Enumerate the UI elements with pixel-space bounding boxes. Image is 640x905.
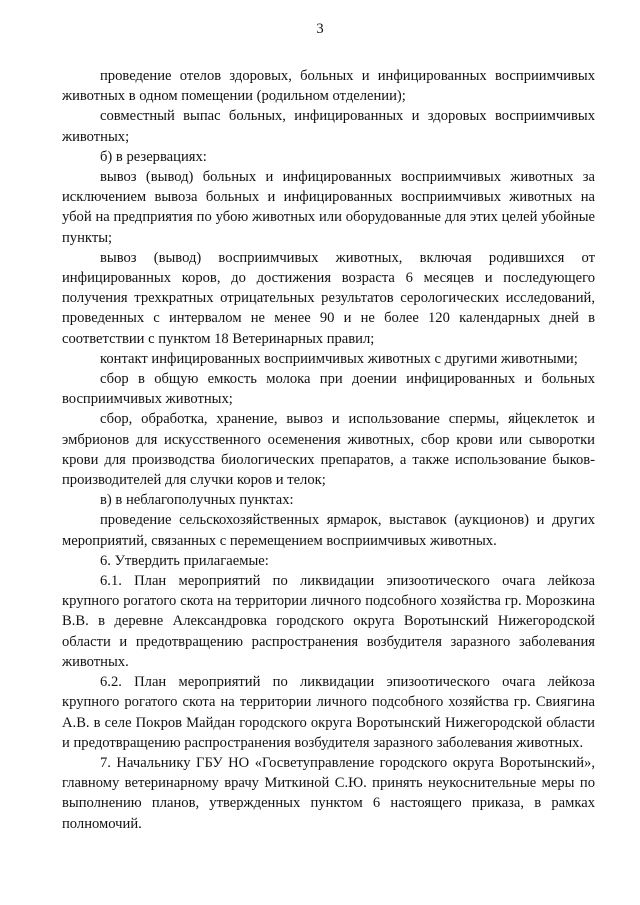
paragraph-plan-6-2: 6.2. План мероприятий по ликвидации эпизоотического очага лейкоза крупного рогатого скота на территории личного подсобного хозяйства гр. Свиягина А.В. в селе Покров Майдан городского округа Воротынский Нижегородской области и предотвращению распространения возбудителя заразного заболевания животных. — [62, 674, 595, 751]
paragraph-approve: 6. Утвердить прилагаемые: — [100, 552, 269, 569]
paragraph-removal-sick: вывоз (вывод) больных и инфицированных восприимчивых животных за исключением вывоза больных и инфицированных восприимчивых животных на убой на предприятия по убою животных или оборудованные для этих целей убойные пункты; — [62, 169, 595, 246]
paragraph-sperm: сбор, обработка, хранение, вывоз и использование спермы, яйцеклеток и эмбрионов для искусственного осеменения животных, сбор крови или сыворотки крови для производства биологических препаратов, а также использование быков-производителей для случки коров и телок; — [62, 411, 595, 489]
page-number: 3 — [316, 21, 324, 37]
paragraph-removal-susceptible: вывоз (вывод) восприимчивых животных, включая родившихся от инфицированных коров, до достижения возраста 6 месяцев и последующего получения трехкратных отрицательных результатов серологических исследований, проведенных с интервалом не менее 90 и не более 120 календарных дней в соответствии с пунктом 18 Ветеринарных правил; — [62, 249, 595, 347]
document-body — [62, 66, 595, 834]
paragraph-item-7: 7. Начальнику ГБУ НО «Госветуправление городского округа Воротынский», главному ветеринарному врачу Миткиной С.Ю. принять неукоснительные меры по выполнению планов, утвержденных пунктом 6 настоящего приказа, в рамках полномочий. — [62, 754, 595, 832]
paragraph-calving: проведение отелов здоровых, больных и инфицированных восприимчивых животных в одном помещении (родильном отделении); — [62, 68, 595, 105]
paragraph-unfavorable-heading: в) в неблагополучных пунктах: — [100, 492, 294, 509]
paragraph-reservations-heading: б) в резервациях: — [100, 148, 207, 165]
paragraph-fairs: проведение сельскохозяйственных ярмарок, выставок (аукционов) и других мероприятий, связанных с перемещением восприимчивых животных. — [62, 512, 595, 549]
paragraph-contact: контакт инфицированных восприимчивых животных с другими животными; — [100, 350, 578, 367]
paragraph-grazing: совместный выпас больных, инфицированных и здоровых восприимчивых животных; — [62, 108, 595, 145]
paragraph-milk: сбор в общую емкость молока при доении инфицированных и больных восприимчивых животных; — [62, 371, 595, 408]
paragraph-plan-6-1: 6.1. План мероприятий по ликвидации эпизоотического очага лейкоза крупного рогатого скота на территории личного подсобного хозяйства гр. Морозкина В.В. в деревне Александровка городского округа Воротынский Нижегородской области и предотвращению распространения возбудителя заразного заболевания животных. — [62, 573, 595, 670]
